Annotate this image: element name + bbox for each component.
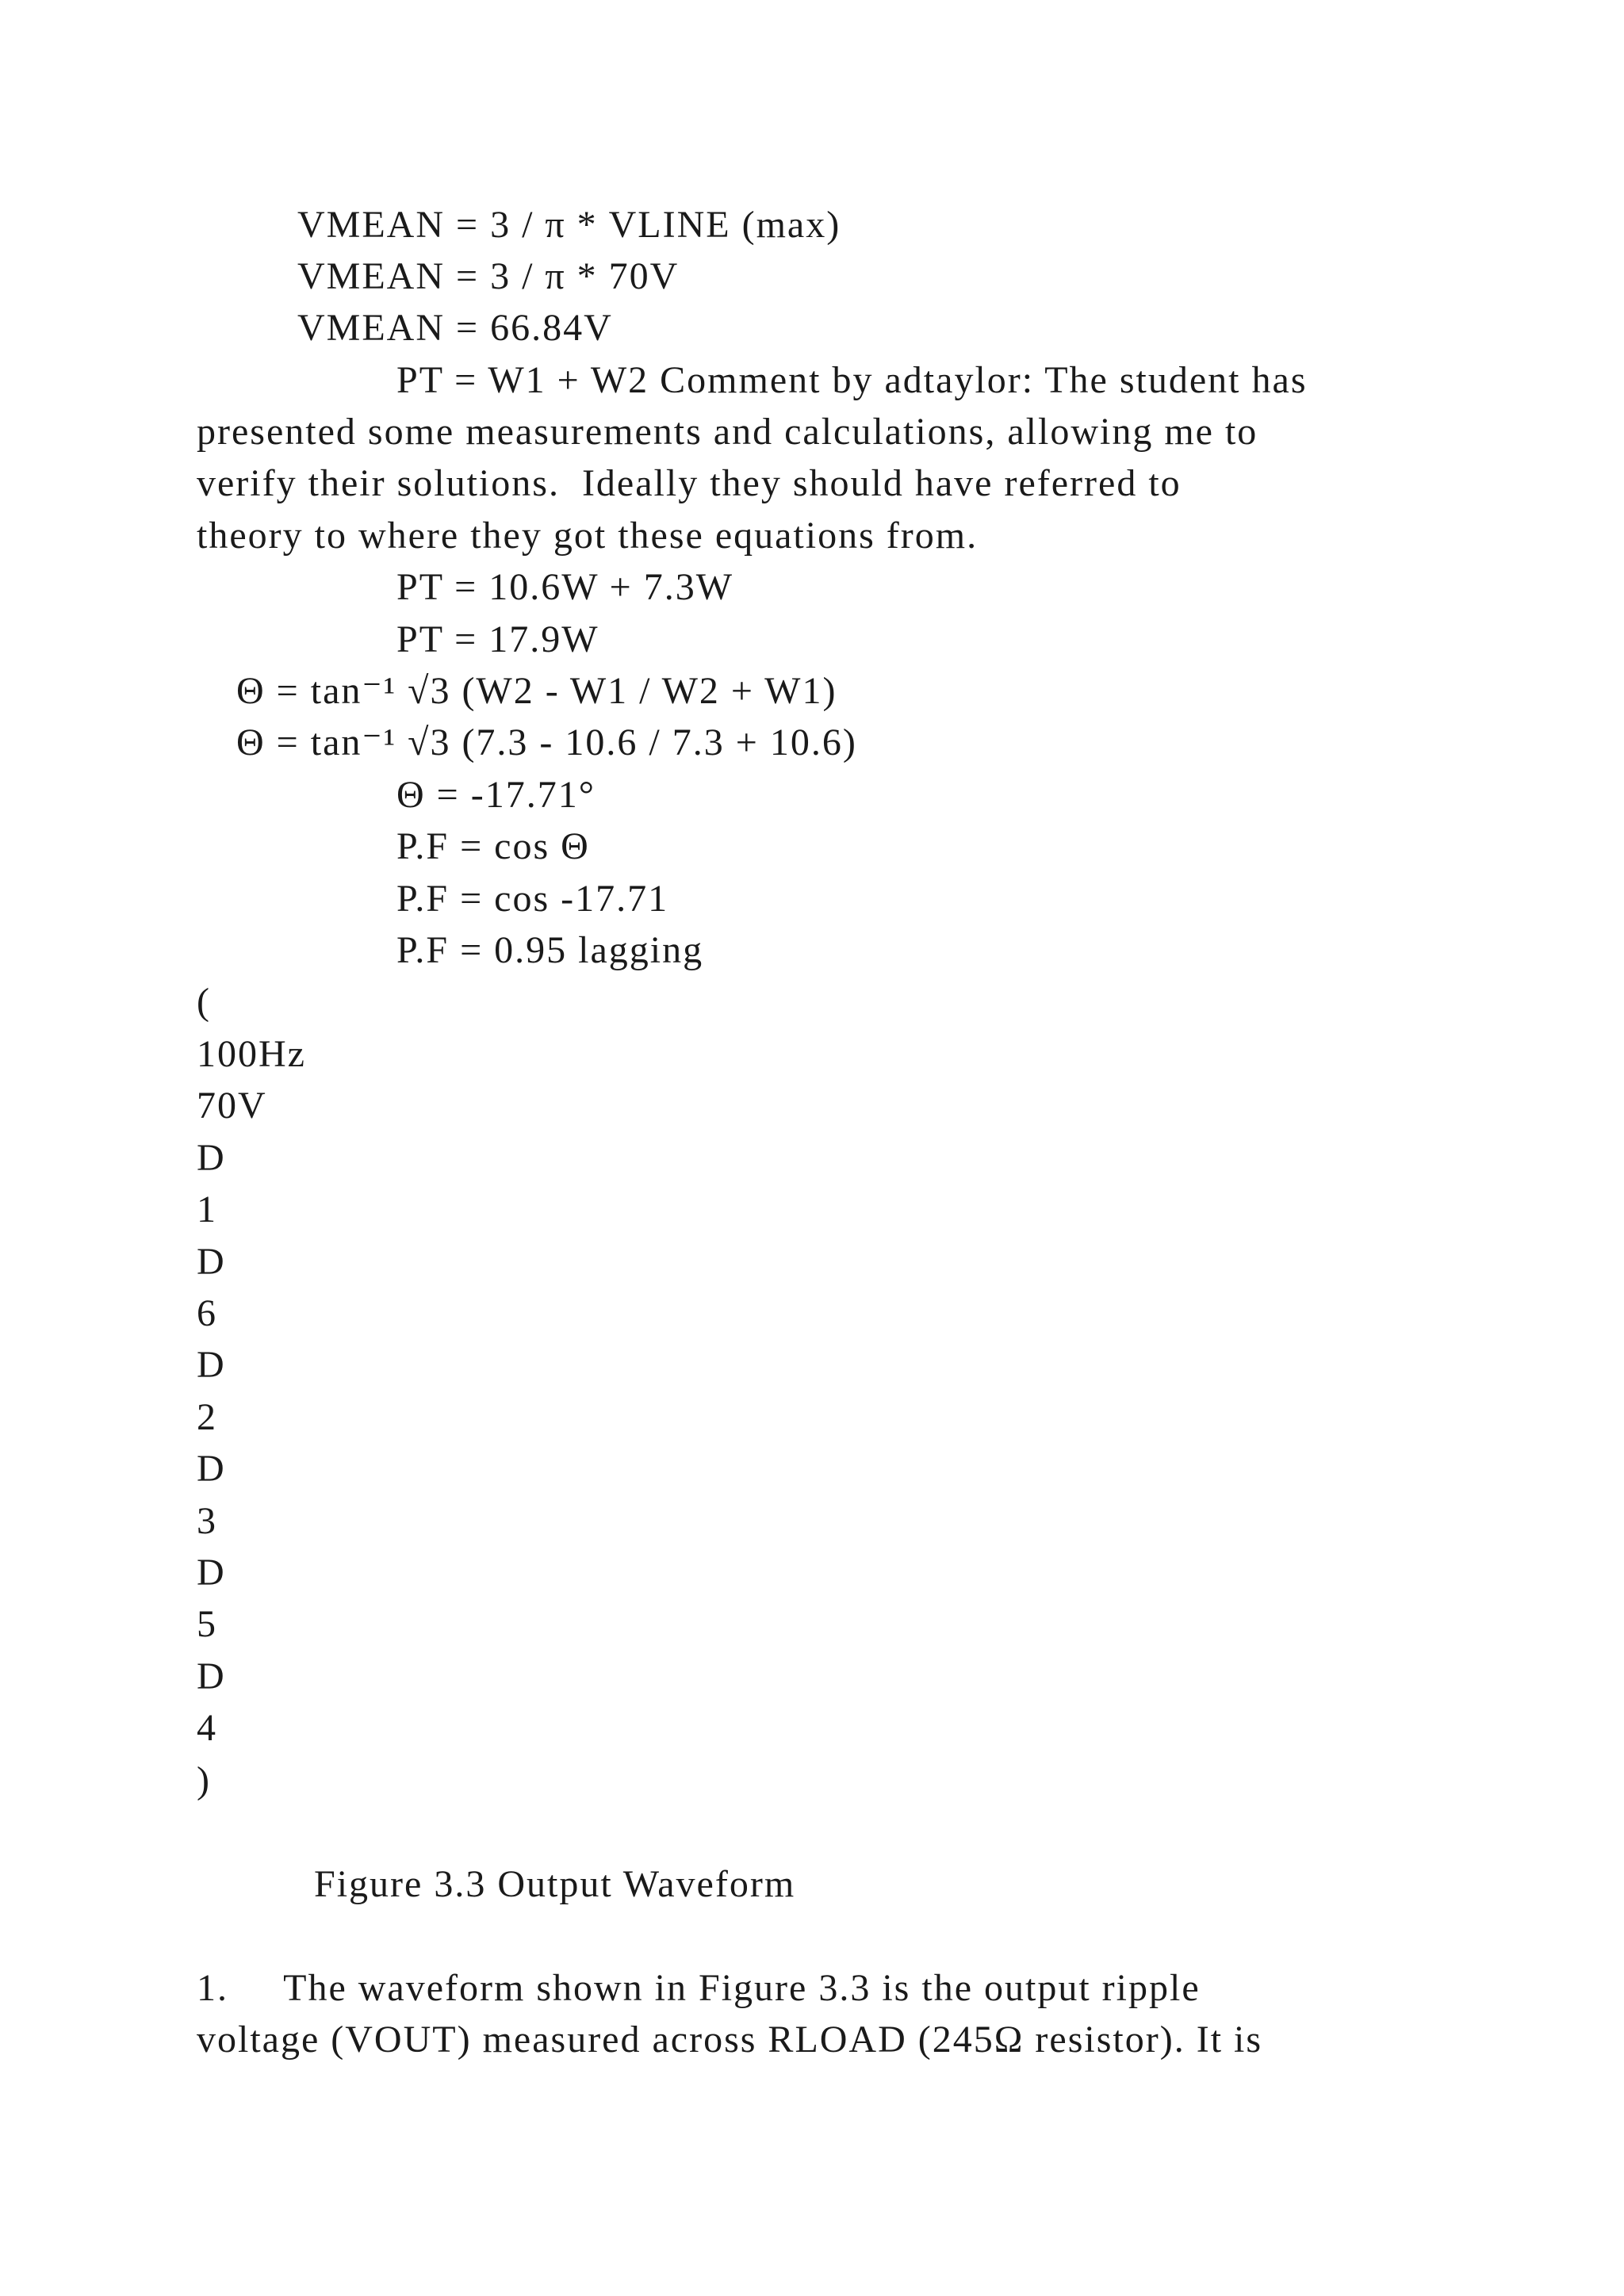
pt-formula-with-comment: PT = W1 + W2 Comment by adtaylor: The student has: [396, 359, 1308, 401]
circuit-label: D: [197, 1655, 226, 1697]
pf-result: P.F = 0.95 lagging: [396, 929, 704, 971]
paragraph-line-2: voltage (VOUT) measured across RLOAD (245Ω resistor). It is: [197, 2019, 1263, 2061]
vmean-substitution: VMEAN = 3 / π * 70V: [297, 255, 680, 297]
figure-caption: Figure 3.3 Output Waveform: [314, 1863, 796, 1905]
circuit-label: D: [197, 1344, 226, 1386]
vmean-result: VMEAN = 66.84V: [297, 307, 613, 349]
circuit-label: ): [197, 1759, 211, 1801]
pt-substitution: PT = 10.6W + 7.3W: [396, 566, 734, 608]
comment-line-4: theory to where they got these equations from.: [197, 515, 979, 557]
circuit-label: 4: [197, 1707, 217, 1749]
paragraph-line-1: 1. The waveform shown in Figure 3.3 is the output ripple: [197, 1967, 1201, 2009]
pf-substitution: P.F = cos -17.71: [396, 878, 669, 920]
circuit-label: 1: [197, 1188, 217, 1230]
circuit-label: D: [197, 1241, 226, 1283]
circuit-label: 5: [197, 1603, 217, 1645]
theta-formula: Θ = tan⁻¹ √3 (W2 - W1 / W2 + W1): [236, 670, 837, 712]
pt-result: PT = 17.9W: [396, 618, 599, 660]
theta-substitution: Θ = tan⁻¹ √3 (7.3 - 10.6 / 7.3 + 10.6): [236, 721, 857, 763]
vmean-formula: VMEAN = 3 / π * VLINE (max): [297, 204, 841, 246]
circuit-label: 100Hz: [197, 1033, 306, 1075]
circuit-label: D: [197, 1448, 226, 1490]
circuit-label: 3: [197, 1500, 217, 1542]
comment-line-2: presented some measurements and calculations, allowing me to: [197, 411, 1258, 453]
circuit-label: 6: [197, 1292, 217, 1334]
circuit-label: D: [197, 1552, 226, 1594]
theta-result: Θ = -17.71°: [396, 774, 596, 816]
circuit-label: (: [197, 981, 211, 1023]
pf-formula: P.F = cos Θ: [396, 825, 590, 867]
circuit-label: 70V: [197, 1085, 267, 1127]
circuit-label: D: [197, 1137, 226, 1179]
circuit-label: 2: [197, 1396, 217, 1438]
comment-line-3: verify their solutions. Ideally they should have referred to: [197, 462, 1182, 504]
